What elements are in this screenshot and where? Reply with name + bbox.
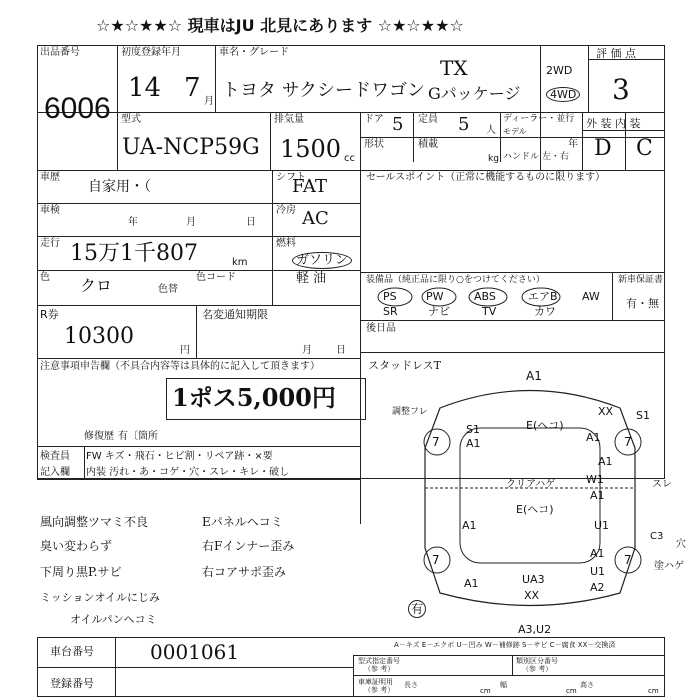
dealer-label: ディーラー・並行 [503,114,575,124]
equip-ps: PS [383,290,397,303]
spare-tire: 有 [408,600,426,618]
recycle-label: R券 [40,308,59,321]
mileage: 15万1千807 [70,241,198,266]
mileage-label: 走行 [40,238,60,249]
height-label: 高さ [580,681,594,689]
warranty-label: 新車保証書 [618,275,664,285]
equip-airbag: エアB [528,290,558,303]
cc-unit: cc [344,153,355,164]
name-change-month: 月 [302,345,312,356]
capacity-suffix: 人 [486,125,496,136]
grade: TX [440,56,468,80]
reg-no-label: 登録番号 [50,677,94,690]
mark-u1-right: U1 [594,519,610,532]
name-change-day: 日 [336,345,346,356]
equip-pw: PW [426,290,444,303]
mark-scuff: スレ [652,479,672,490]
mark-hole: 穴 [676,539,686,550]
displacement: 1500 [280,135,342,163]
doors-label: ドア [364,114,384,125]
capacity-label: 定員 [418,114,438,125]
aircon: AC [302,208,329,229]
note-8: オイルパンヘコミ [70,613,157,626]
package: Gパッケージ [428,84,521,103]
equip-navi: ナビ [428,305,450,318]
int-row: 内装 汚れ・あ・コゲ・穴・スレ・キレ・破し [86,467,290,478]
chassis-label: 車台番号 [50,645,94,658]
model-cert-ref: （参 考） [364,665,395,673]
mark-w1: W1 [586,473,604,486]
mark-clear: クリアハゲ [506,479,556,490]
mark-a1-fr2: A1 [598,455,613,468]
arrival-label: 後日品 [366,323,396,334]
mark-xx-rear: XX [524,589,540,602]
shift-label: シフト [276,172,306,183]
mark-a2: A2 [590,581,605,594]
lot-no-label: 出品番号 [40,47,80,58]
length-label: 長さ [404,681,418,689]
mark-xx-right: XX [598,405,614,418]
car-grade-label: 車名・グレード [219,47,289,58]
warranty-options: 有・無 [626,297,659,310]
repair-yes: 有〔箇所 [118,431,158,442]
doors: 5 [392,114,404,135]
mark-e-hood: E(ヘコ) [526,419,564,432]
height-unit: cm [648,687,659,695]
recycle-yen: 円 [180,345,190,356]
kg-unit: kg [488,154,499,164]
inspector-label: 検査員 [40,451,70,462]
equip-tv: TV [482,305,497,318]
equipment-label: 装備品（純正品に限り○をつけてください） [366,275,545,285]
mark-s1-right: S1 [636,409,650,422]
note-5: 下周り黒P.サビ [40,565,122,579]
history: 自家用・（ [88,179,151,195]
model-year-suffix: 年 [568,139,578,150]
sales-points-label: セールスポイント（正常に機能するものに限ります） [366,172,606,183]
banner: ☆★☆★★☆ 現車はJU 北見にあります ☆★☆★★☆ [96,16,464,35]
length-unit: cm [480,687,491,695]
ext-int-label: 外 装 内 装 [586,117,641,130]
notes-title: 注意事項申告欄（不具合内容等は具体的に記入して頂きます） [40,361,320,372]
legend: A－キズ E－エクボ U－凹み W－補修跡 S－サビ C－腐食 XX－交換済 [394,641,616,649]
history-label: 車歴 [40,172,60,183]
width-label: 幅 [500,681,507,689]
fw-row: FW キズ・飛石・ヒビ割・リペア跡・×要 [86,451,273,462]
chassis-number: 0001061 [150,640,240,664]
score-label: 評 価 点 [596,47,636,60]
mark-a1-rr: A1 [590,547,605,560]
int-grade: C [636,136,653,161]
handle-label: ハンドル 左・右 [503,152,569,162]
diesel: 軽 油 [296,271,327,286]
width-unit: cm [566,687,577,695]
tire-rl: 7 [432,553,440,567]
reg-month-suffix: 月 [204,96,214,107]
note-4: 右Fインナー歪み [202,539,295,553]
drive-2wd: 2WD [546,64,573,77]
car-name: トヨタ サクシードワゴン [222,80,426,101]
mark-a1-w: A1 [590,489,605,502]
mark-ua3: UA3 [522,573,545,586]
model-cert-label: 型式指定番号 [358,657,400,665]
score: 3 [612,73,630,106]
first-reg-label: 初度登録年月 [121,47,181,58]
tire-rr: 7 [624,553,632,567]
type-code: UA-NCP59G [122,135,260,160]
note-3: 臭い変わらず [40,539,113,553]
mark-s1-left: S1 [466,423,480,436]
repair-label: 修復歴 [84,431,114,442]
equip-abs: ABS [474,290,496,303]
mark-e-roof: E(ヘコ) [516,503,554,516]
shape-label: 形状 [364,139,384,150]
note-1: 風向調整ツマミ不良 [40,515,149,529]
capacity: 5 [458,114,470,135]
inspection-month: 月 [186,217,196,228]
note-7: ミッションオイルにじみ [40,591,161,604]
inspection-label: 車検 [40,205,60,216]
lot-number: 6006 [44,92,111,125]
diagram-title: スタッドレスT [368,359,442,372]
fuel-label: 燃料 [276,238,296,249]
equipment-circles [375,285,575,325]
loading-label: 積載 [418,139,438,150]
entry-label: 記入欄 [40,467,70,478]
note-6: 右コアサポ歪み [202,565,287,579]
cert-ref: （参 考） [364,686,395,694]
tire-fl: 7 [432,435,440,449]
equip-sr: SR [383,305,398,318]
color-code-label: 色コード [196,272,236,283]
name-change-label: 名変通知期限 [202,308,268,321]
mark-a1-fr: A1 [586,431,601,444]
tire-fr: 7 [624,435,632,449]
km-unit: km [232,257,248,268]
ext-grade: D [594,136,612,161]
cert-label: 車庫証明用 [358,678,393,686]
mark-a1-left: A1 [462,519,477,532]
mark-c3: C3 [650,531,664,542]
shift: FAT [292,176,327,197]
displacement-label: 排気量 [274,114,304,125]
inspection-day: 日 [246,217,256,228]
color-label: 色 [40,272,50,283]
type-label: 型式 [121,114,141,125]
mark-a1-top: A1 [526,369,542,383]
color-change-label: 色替 [158,284,178,295]
mark-a3u2: A3,U2 [518,623,552,636]
model-class-ref: （参 考） [522,665,553,673]
drive-4wd: 4WD [546,87,580,102]
equip-aw: AW [582,290,600,303]
mark-u1-rear: U1 [590,565,606,578]
mark-paint: 塗ハゲ [654,561,684,572]
inspection-year: 年 [128,217,138,228]
reg-year: 14 [128,73,162,103]
fuel: ガソリン [292,252,352,269]
model-year-label: モデル [503,127,527,136]
reg-month: 7 [184,73,201,103]
mark-adjust: 調整フレ [392,407,428,417]
note-2: Eパネルヘコミ [202,515,283,529]
color: クロ [80,276,113,295]
recycle-fee: 10300 [64,324,134,349]
model-class-label: 類別区分番号 [516,657,558,665]
mark-a1-fl: A1 [466,437,481,450]
equip-leather: カワ [534,305,556,318]
notes-stamp: 1ポス5,000円 [172,383,336,412]
mark-a1-rl: A1 [464,577,479,590]
aircon-label: 冷房 [276,205,296,216]
